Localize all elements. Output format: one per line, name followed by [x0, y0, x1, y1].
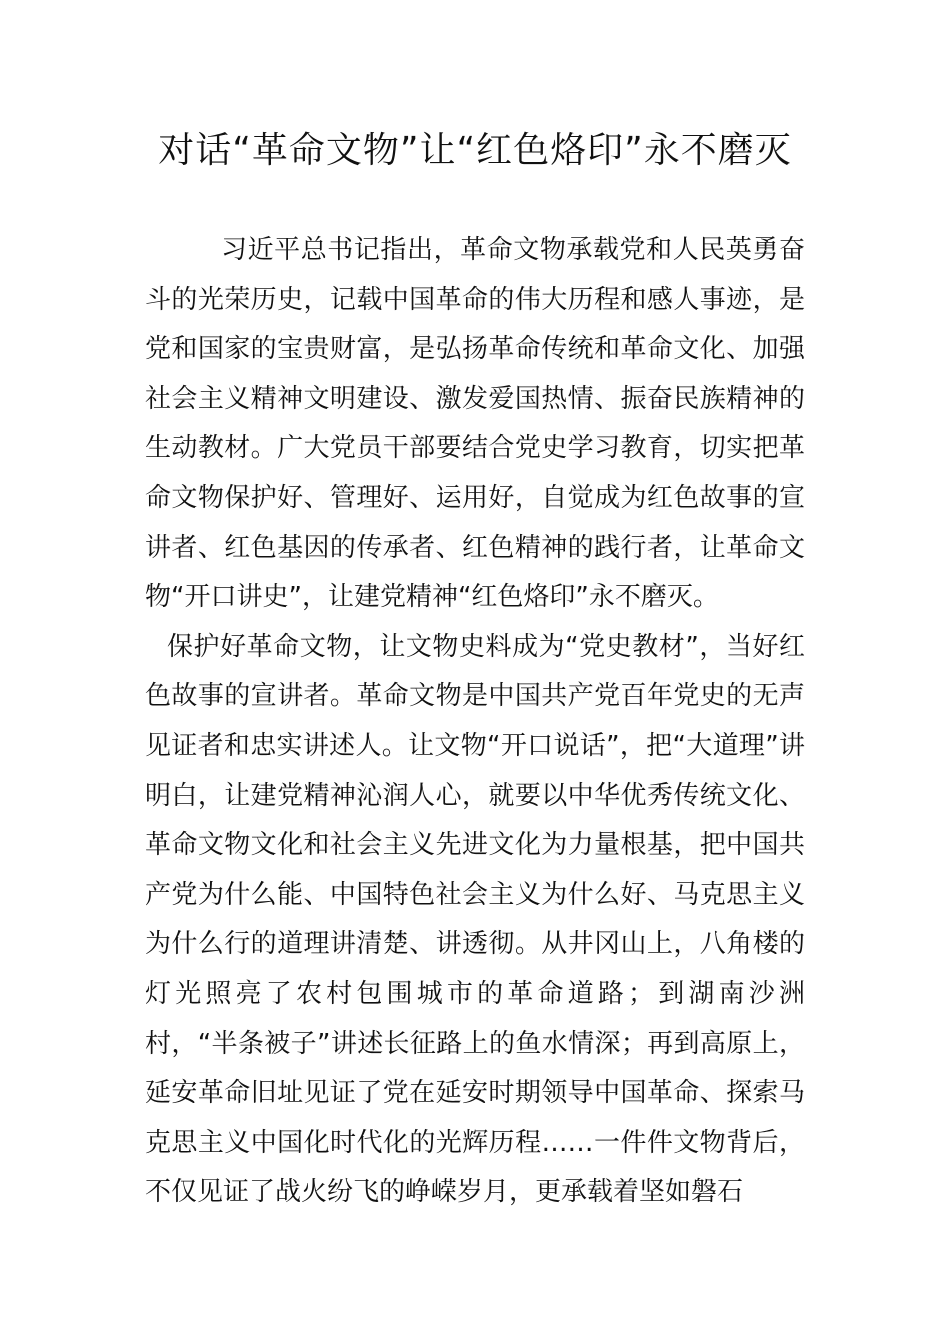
- paragraph-protect-relics: 保护好革命文物，让文物史料成为“党史教材”，当好红色故事的宣讲者。革命文物是中国共产党百年党史的无声见证者和忠实讲述人。让文物“开口说话”，把“大道理”讲明白，让建党精神沁润人心，就要以中华优秀传统文化、革命文物文化和社会主义先进文化为力量根基，把中国共产党为什么能、中国特色社会主义为什么好、马克思主义为什么行的道理讲清楚、讲透彻。从井冈山上，八角楼的灯光照亮了农村包围城市的革命道路；到湖南沙洲村，“半条被子”讲述长征路上的鱼水情深；再到高原上，延安革命旧址见证了党在延安时期领导中国革命、探索马克思主义中国化时代化的光辉历程……一件件文物背后，不仅见证了战火纷飞的峥嵘岁月，更承载着坚如磐石: [145, 631, 805, 1208]
- document-title: 对话“革命文物”让“红色烙印”永不磨灭: [158, 130, 792, 171]
- document-body: [145, 226, 805, 1218]
- paragraph-intro: 习近平总书记指出，革命文物承载党和人民英勇奋斗的光荣历史，记载中国革命的伟大历程和感人事迹，是党和国家的宝贵财富，是弘扬革命传统和革命文化、加强社会主义精神文明建设、激发爱国热情、振奋民族精神的生动教材。广大党员干部要结合党史学习教育，切实把革命文物保护好、管理好、运用好，自觉成为红色故事的宣讲者、红色基因的传承者、红色精神的践行者，让革命文物“开口讲史”，让建党精神“红色烙印”永不磨灭。: [145, 235, 805, 613]
